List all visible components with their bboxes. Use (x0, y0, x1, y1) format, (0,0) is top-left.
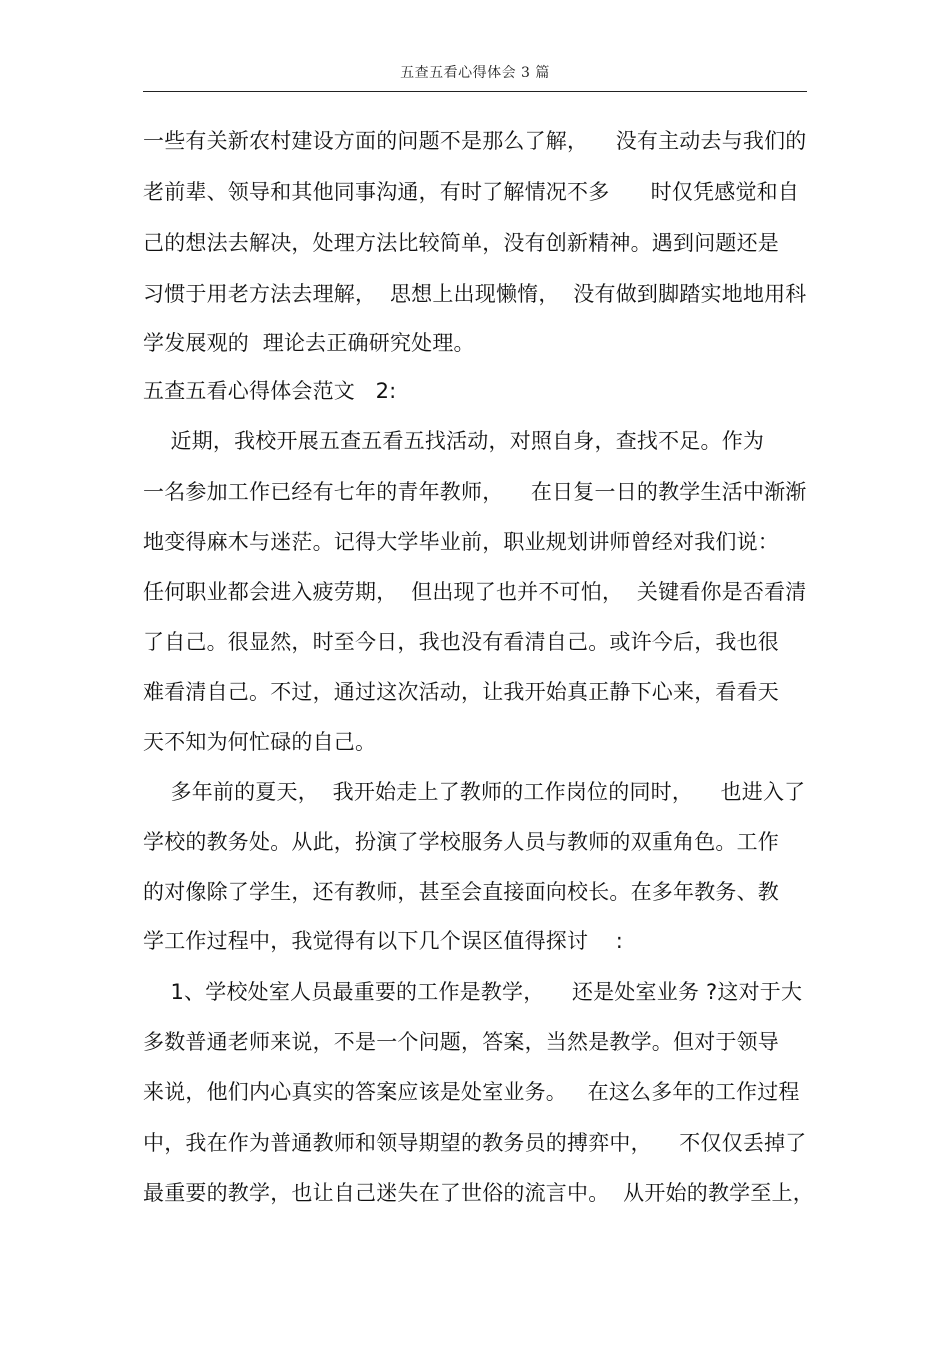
page-header: 五查五看心得体会 3 篇 (400, 65, 550, 81)
body-line: 学发展观的 理论去正确研究处理。 (143, 331, 475, 355)
body-line: 一些有关新农村建设方面的问题不是那么了解， 没有主动去与我们的 (143, 129, 807, 153)
body-line: 近期，我校开展五查五看五找活动，对照自身，查找不足。作为 (143, 429, 765, 453)
body-line: 了自己。很显然，时至今日，我也没有看清自己。或许今后，我也很 (143, 630, 779, 654)
body-line: 1、学校处室人员最重要的工作是教学， 还是处室业务 ?这对于大 (143, 980, 803, 1004)
body-line: 最重要的教学，也让自己迷失在了世俗的流言中。 从开始的教学至上， (143, 1181, 814, 1205)
body-line: 一名参加工作已经有七年的青年教师， 在日复一日的教学生活中渐渐 (143, 480, 807, 504)
body-line: 难看清自己。不过，通过这次活动，让我开始真正静下心来，看看天 (143, 680, 779, 704)
body-line: 天不知为何忙碌的自己。 (143, 730, 377, 754)
body-line: 己的想法去解决，处理方法比较简单，没有创新精神。遇到问题还是 (143, 231, 779, 255)
body-line: 中，我在作为普通教师和领导期望的教务员的搏弈中， 不仅仅丢掉了 (143, 1131, 807, 1155)
body-line: 多年前的夏天， 我开始走上了教师的工作岗位的同时， 也进入了 (143, 780, 806, 804)
body-line: 多数普通老师来说，不是一个问题，答案，当然是教学。但对于领导 (143, 1030, 779, 1054)
body-line: 地变得麻木与迷茫。记得大学毕业前，职业规划讲师曾经对我们说： (143, 530, 779, 554)
section-heading: 五查五看心得体会范文 2: (143, 379, 397, 403)
body-line: 学校的教务处。从此，扮演了学校服务人员与教师的双重角色。工作 (143, 830, 779, 854)
body-line: 任何职业都会进入疲劳期， 但出现了也并不可怕， 关键看你是否看清 (143, 580, 807, 604)
body-line: 习惯于用老方法去理解， 思想上出现懒惰， 没有做到脚踏实地地用科 (143, 282, 807, 306)
body-line: 老前辈、领导和其他同事沟通，有时了解情况不多 时仅凭感觉和自 (143, 180, 800, 204)
header-divider (143, 91, 807, 92)
body-line: 学工作过程中，我觉得有以下几个误区值得探讨 : (143, 929, 623, 953)
body-line: 来说，他们内心真实的答案应该是处室业务。 在这么多年的工作过程 (143, 1080, 800, 1104)
body-line: 的对像除了学生，还有教师，甚至会直接面向校长。在多年教务、教 (143, 880, 779, 904)
